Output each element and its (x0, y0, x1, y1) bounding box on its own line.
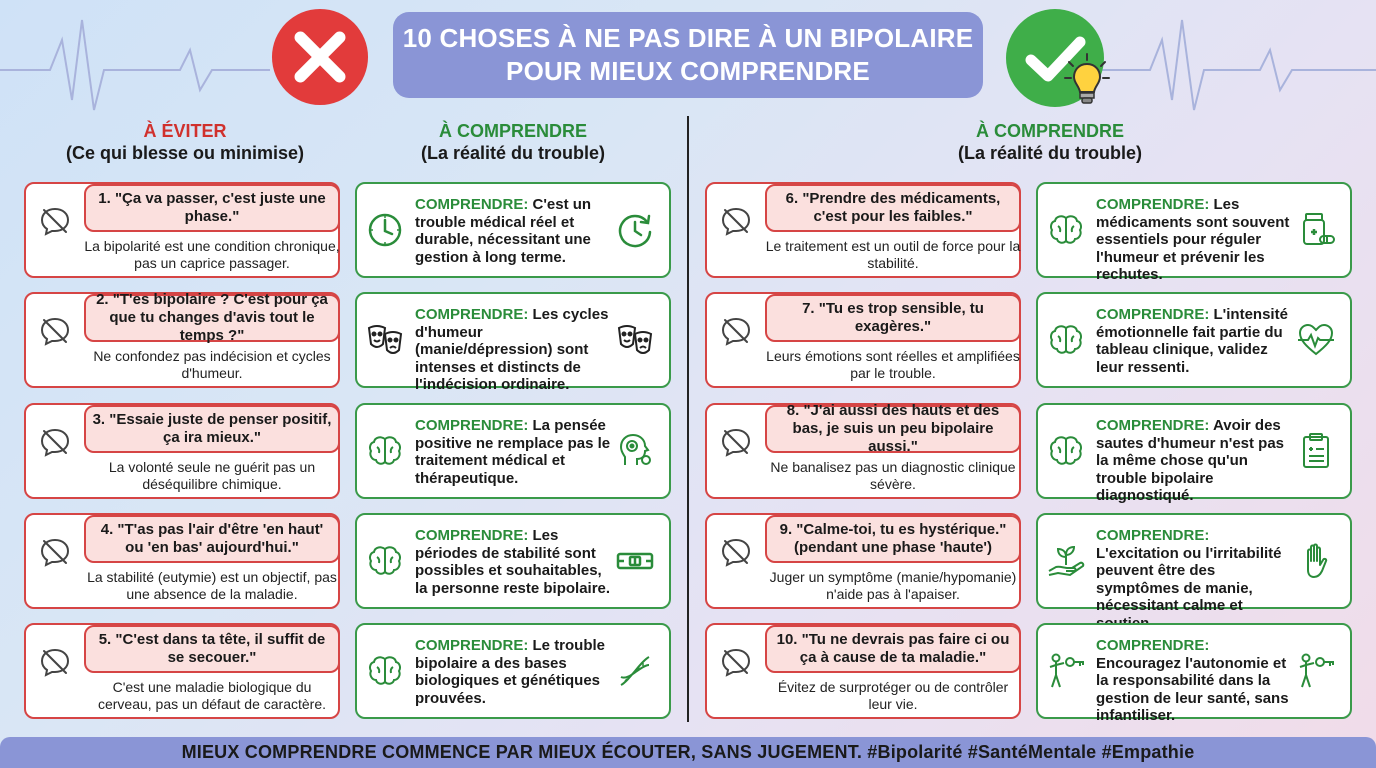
understand-body: Le trouble bipolaire a des bases biologiques et génétiques prouvées. (415, 637, 606, 707)
header-understand-right (905, 120, 1195, 164)
avoid-note: C'est une maladie biologique du cerveau, pas un défaut de caractère. (97, 679, 327, 712)
no-speech-icon (38, 535, 72, 569)
avoid-note: La stabilité (eutymie) est un objectif, pas une absence de la maladie. (87, 569, 337, 602)
no-speech-icon (38, 645, 72, 679)
hand-stop-icon (1296, 541, 1336, 581)
understand-text (415, 196, 615, 266)
no-speech-icon (719, 204, 753, 238)
understand-card-10 (1036, 623, 1352, 724)
understand-card-3 (355, 403, 671, 499)
comprendre-label: COMPRENDRE: (1096, 196, 1210, 213)
header-understand-right-title: À COMPRENDRE (975, 121, 1124, 141)
understand-card-8 (1036, 403, 1352, 504)
brain-icon (365, 651, 405, 691)
avoid-note: Évitez de surprotéger ou de contrôler leur vie. (777, 679, 1009, 712)
understand-card-5 (355, 623, 671, 719)
header-avoid-subtitle: (Ce qui blesse ou minimise) (65, 143, 305, 163)
understand-card-2 (355, 292, 671, 393)
understand-body: L'intensité émotionnelle fait partie du tableau clinique, validez leur ressenti. (1096, 306, 1288, 376)
header-avoid (40, 120, 330, 164)
header-understand-right-subtitle: (La réalité du trouble) (957, 143, 1143, 163)
clock-icon (615, 210, 655, 250)
understand-card-6 (1036, 182, 1352, 283)
understand-text (1096, 527, 1296, 632)
header-understand-left-title: À COMPRENDRE (438, 121, 587, 141)
comprendre-label: COMPRENDRE: (1096, 306, 1210, 323)
comprendre-label: COMPRENDRE: (415, 306, 529, 323)
avoid-card-7 (705, 292, 1021, 388)
no-speech-icon (38, 425, 72, 459)
avoid-quote: 2. "T'es bipolaire ? C'est pour ça que tu changes d'avis tout le temps ?" (84, 294, 340, 342)
avoid-quote: 7. "Tu es trop sensible, tu exagères." (765, 294, 1021, 342)
avoid-card-9 (705, 513, 1021, 609)
theater-masks-icon (615, 320, 655, 360)
avoid-note: Ne banalisez pas un diagnostic clinique sévère. (770, 459, 1016, 492)
no-speech-icon (719, 645, 753, 679)
avoid-note: Leurs émotions sont réelles et amplifiées par le trouble. (766, 348, 1020, 381)
avoid-quote: 4. "T'as pas l'air d'être 'en haut' ou 'en bas' aujourd'hui." (84, 515, 340, 563)
plant-hand-icon (1046, 541, 1086, 581)
understand-body: Les périodes de stabilité sont possibles et souhaitables, la personne reste bipolaire. (415, 527, 611, 597)
avoid-quote: 9. "Calme-toi, tu es hystérique." (pendant une phase 'haute') (765, 515, 1021, 563)
understand-text (1096, 196, 1296, 284)
title-line-1: 10 CHOSES À NE PAS DIRE À UN BIPOLAIRE (402, 23, 974, 53)
red-x-icon (271, 8, 369, 106)
person-key-icon (1046, 651, 1086, 691)
comprendre-label: COMPRENDRE: (1096, 417, 1210, 434)
page-title (393, 12, 983, 98)
title-line-2: POUR MIEUX COMPRENDRE (506, 56, 870, 86)
brain-icon (1046, 431, 1086, 471)
understand-body: Avoir des sautes d'humeur n'est pas la même chose qu'un trouble bipolaire diagnostiqué. (1096, 417, 1285, 504)
brain-icon (365, 431, 405, 471)
no-speech-icon (719, 425, 753, 459)
understand-card-7 (1036, 292, 1352, 388)
avoid-quote: 6. "Prendre des médicaments, c'est pour les faibles." (765, 184, 1021, 232)
medicine-icon (1296, 210, 1336, 250)
understand-text (1096, 306, 1296, 376)
header-understand-left (368, 120, 658, 164)
understand-body: Les médicaments sont souvent essentiels pour réguler l'humeur et prévenir les rechutes. (1096, 196, 1290, 283)
understand-text (415, 637, 615, 707)
avoid-card-10 (705, 623, 1021, 719)
comprendre-label: COMPRENDRE: (415, 637, 529, 654)
avoid-quote: 1. "Ça va passer, c'est juste une phase." (84, 184, 340, 232)
no-speech-icon (719, 535, 753, 569)
avoid-card-3 (24, 403, 340, 499)
understand-body: L'excitation ou l'irritabilité peuvent être des symptômes de manie, nécessitant calme et (1096, 544, 1282, 614)
understand-text (1096, 417, 1296, 505)
no-speech-icon (38, 314, 72, 348)
heartbeat-icon (1296, 320, 1336, 360)
avoid-quote: 3. "Essaie juste de penser positif, ça ira mieux." (84, 405, 340, 453)
understand-card-1 (355, 182, 671, 278)
avoid-card-8 (705, 403, 1021, 499)
avoid-quote: 8. "J'ai aussi des hauts et des bas, je suis un peu bipolaire aussi." (765, 405, 1021, 453)
comprendre-label: COMPRENDRE: (1096, 637, 1210, 654)
avoid-card-5 (24, 623, 340, 719)
understand-body: C'est un trouble médical réel et durable, nécessitant une gestion à long terme. (415, 196, 592, 266)
avoid-quote: 5. "C'est dans ta tête, il suffit de se secouer." (84, 625, 340, 673)
avoid-note: Le traitement est un outil de force pour la stabilité. (765, 238, 1021, 271)
theater-masks-icon (365, 320, 405, 360)
dna-icon (615, 651, 655, 691)
comprendre-label: COMPRENDRE: (415, 196, 529, 213)
clipboard-icon (1296, 431, 1336, 471)
no-speech-icon (38, 204, 72, 238)
clock-left-icon (365, 210, 405, 250)
understand-body: La pensée positive ne remplace pas le traitement médical et thérapeutique. (415, 417, 611, 487)
understand-text (415, 417, 615, 487)
person-key-icon (1296, 651, 1336, 691)
no-speech-icon (719, 314, 753, 348)
understand-card-9 (1036, 513, 1352, 614)
level-icon (615, 541, 655, 581)
understand-body: Encouragez l'autonomie et la responsabilité dans la gestion de leur santé, sans infantiliser. (1096, 654, 1289, 724)
header-understand-left-subtitle: (La réalité du trouble) (420, 143, 606, 163)
comprendre-label: COMPRENDRE: (1096, 527, 1210, 544)
avoid-note: La volonté seule ne guérit pas un déséquilibre chimique. (108, 459, 316, 492)
footer-banner: MIEUX COMPRENDRE COMMENCE PAR MIEUX ÉCOUTER, SANS JUGEMENT. #Bipolarité #SantéMentale #Empathie (0, 737, 1376, 768)
avoid-card-1 (24, 182, 340, 278)
understand-card-4 (355, 513, 671, 609)
lightbulb-icon (1063, 52, 1111, 106)
avoid-note: La bipolarité est une condition chronique, pas un caprice passager. (84, 238, 340, 271)
header-avoid-title: À ÉVITER (143, 121, 227, 141)
avoid-card-6 (705, 182, 1021, 278)
understand-body: Les cycles d'humeur (manie/dépression) sont intenses et distincts de l'indécision ordinaire. (415, 306, 609, 393)
head-gears-icon (615, 431, 655, 471)
brain-icon (1046, 320, 1086, 360)
avoid-note: Ne confondez pas indécision et cycles d'humeur. (93, 348, 331, 381)
center-divider (687, 116, 689, 722)
avoid-card-2 (24, 292, 340, 388)
understand-text (415, 306, 615, 394)
comprendre-label: COMPRENDRE: (415, 527, 529, 544)
understand-text (415, 527, 615, 597)
avoid-note: Juger un symptôme (manie/hypomanie) n'aide pas à l'apaiser. (769, 569, 1017, 602)
comprendre-label: COMPRENDRE: (415, 417, 529, 434)
avoid-card-4 (24, 513, 340, 609)
brain-icon (1046, 210, 1086, 250)
understand-text (1096, 637, 1296, 725)
brain-icon (365, 541, 405, 581)
avoid-quote: 10. "Tu ne devrais pas faire ci ou ça à cause de ta maladie." (765, 625, 1021, 673)
